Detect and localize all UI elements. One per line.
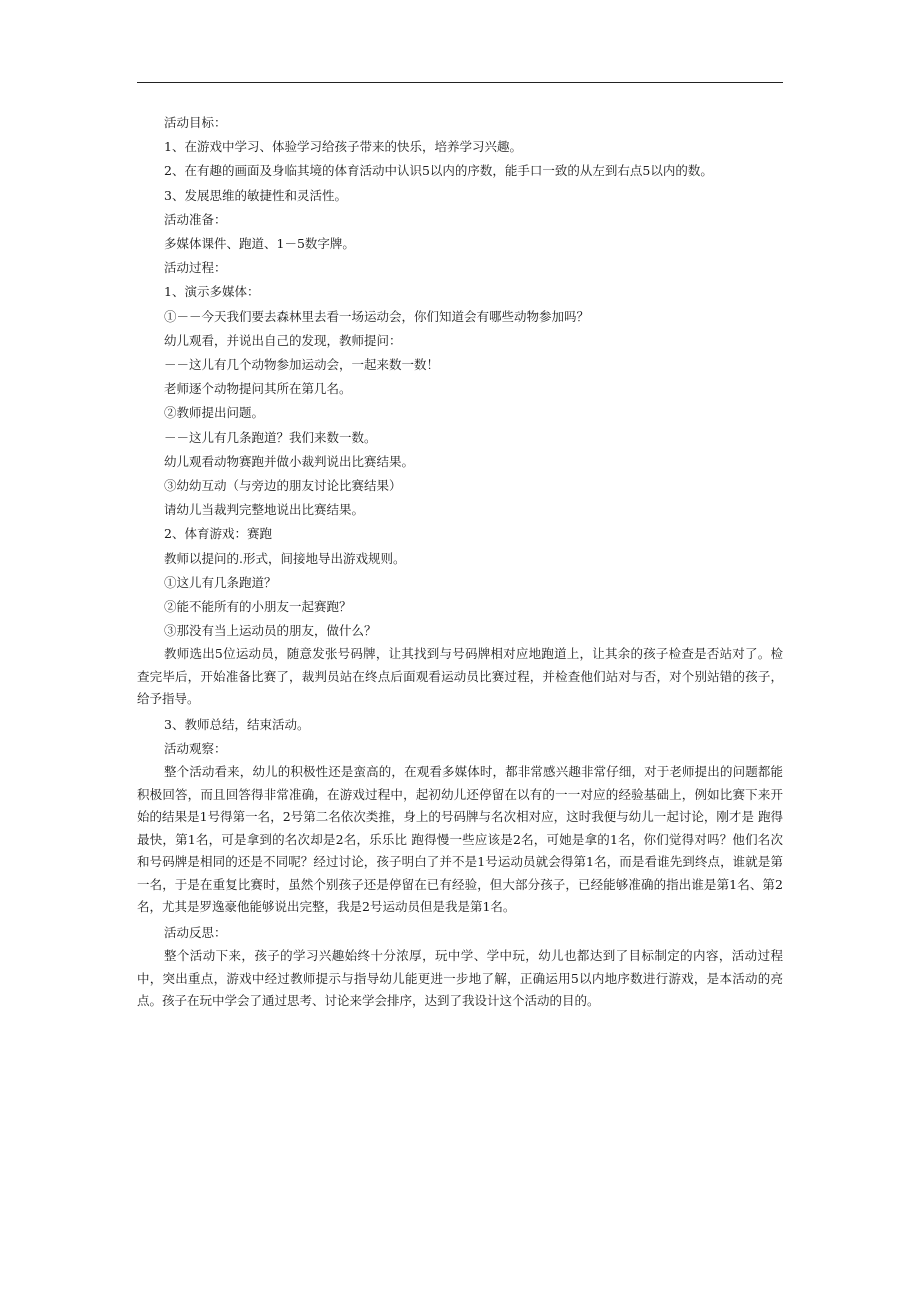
goal-2: 2、在有趣的画面及身临其境的体育活动中认识5以内的序数，能手口一致的从左到右点5以内的数。 (164, 163, 713, 179)
heading-reflection: 活动反思： (164, 924, 227, 940)
heading-observation: 活动观察： (164, 741, 227, 757)
step-1-line-4: 老师逐个动物提问其所在第几名。 (164, 381, 352, 397)
step-1-line-9: 请幼儿当裁判完整地说出比赛结果。 (164, 502, 365, 518)
paragraph-reflection: 整个活动下来，孩子的学习兴趣始终十分浓厚，玩中学、学中玩，幼儿也都达到了目标制定的内容，活动过程中，突出重点，游戏中经过教师提示与指导幼儿能更进一步地了解，正确运用5以内地序数进行游戏，是本活动的亮点。孩子在玩中学会了通过思考、讨论来学会排序，达到了我设计这个活动的目的。 (137, 948, 783, 1009)
step-2-line-2: ①这儿有几条跑道？ (164, 574, 277, 590)
heading-goals: 活动目标： (164, 115, 227, 130)
step-1-line-2: 幼儿观看，并说出自己的发现，教师提问： (164, 332, 402, 348)
header-rule (137, 82, 783, 83)
paragraph-select-athletes: 教师选出5位运动员，随意发张号码牌，让其找到与号码牌相对应地跑道上，让其余的孩子检查是否站对了。检查完毕后，开始准备比赛了，裁判员站在终点后面观看运动员比赛过程，并检查他们站对与否，对个别站错的孩子，给予指导。 (137, 646, 783, 707)
goal-1: 1、在游戏中学习、体验学习给孩子带来的快乐，培养学习兴趣。 (164, 139, 522, 155)
document-body (137, 111, 783, 1015)
step-3-title: 3、教师总结，结束活动。 (164, 716, 310, 732)
goal-3: 3、发展思维的敏捷性和灵活性。 (164, 187, 347, 203)
step-2-line-3: ②能不能所有的小朋友一起赛跑？ (164, 599, 352, 615)
step-1-line-1: ①－－今天我们要去森林里去看一场运动会，你们知道会有哪些动物参加吗？ (164, 308, 590, 324)
step-1-line-8: ③幼幼互动（与旁边的朋友讨论比赛结果） (164, 478, 402, 494)
step-2-line-4: ③那没有当上运动员的朋友，做什么？ (164, 623, 377, 639)
step-2-line-1: 教师以提问的.形式，间接地导出游戏规则。 (164, 550, 406, 566)
preparation-text: 多媒体课件、跑道、1－5数字牌。 (164, 236, 355, 252)
step-1-line-6: －－这儿有几条跑道？我们来数一数。 (164, 429, 377, 445)
step-1-title: 1、演示多媒体： (164, 284, 260, 300)
step-1-line-7: 幼儿观看动物赛跑并做小裁判说出比赛结果。 (164, 453, 415, 469)
step-1-line-3: －－这儿有几个动物参加运动会，一起来数一数！ (164, 357, 440, 373)
heading-preparation: 活动准备： (164, 211, 227, 227)
paragraph-observation: 整个活动看来，幼儿的积极性还是蛮高的，在观看多媒体时，都非常感兴趣非常仔细，对于老师提出的问题都能积极回答，而且回答得非常准确，在游戏过程中，起初幼儿还停留在以有的一一对应的经验基础上，例如比赛下来开始的结果是1号得第一名，2号第二名依次类推，身上的号码牌与名次相对应，这时我便与幼儿一起讨论，刚才是 跑得最快，第1名，可是拿到的名次却是2名，乐乐比 跑得慢一些应该是2名，可她是拿的1名，你们觉得对吗？他们名次和号码牌是相同的还是不同呢？经过讨论，孩子明白了并不是1号运动员就会得第1名，而是看谁先到终点，谁就是第一名，于是在重复比赛时，虽然个别孩子还是停留在已有经验，但大部分孩子，已经能够准确的指出谁是第1名、第2名，尤其是罗逸豪他能够说出完整，我是2号运动员但是我是第1名。 (137, 764, 783, 915)
step-1-line-5: ②教师提出问题。 (164, 405, 265, 421)
heading-process: 活动过程： (164, 260, 227, 276)
step-2-title: 2、体育游戏：赛跑 (164, 526, 272, 542)
